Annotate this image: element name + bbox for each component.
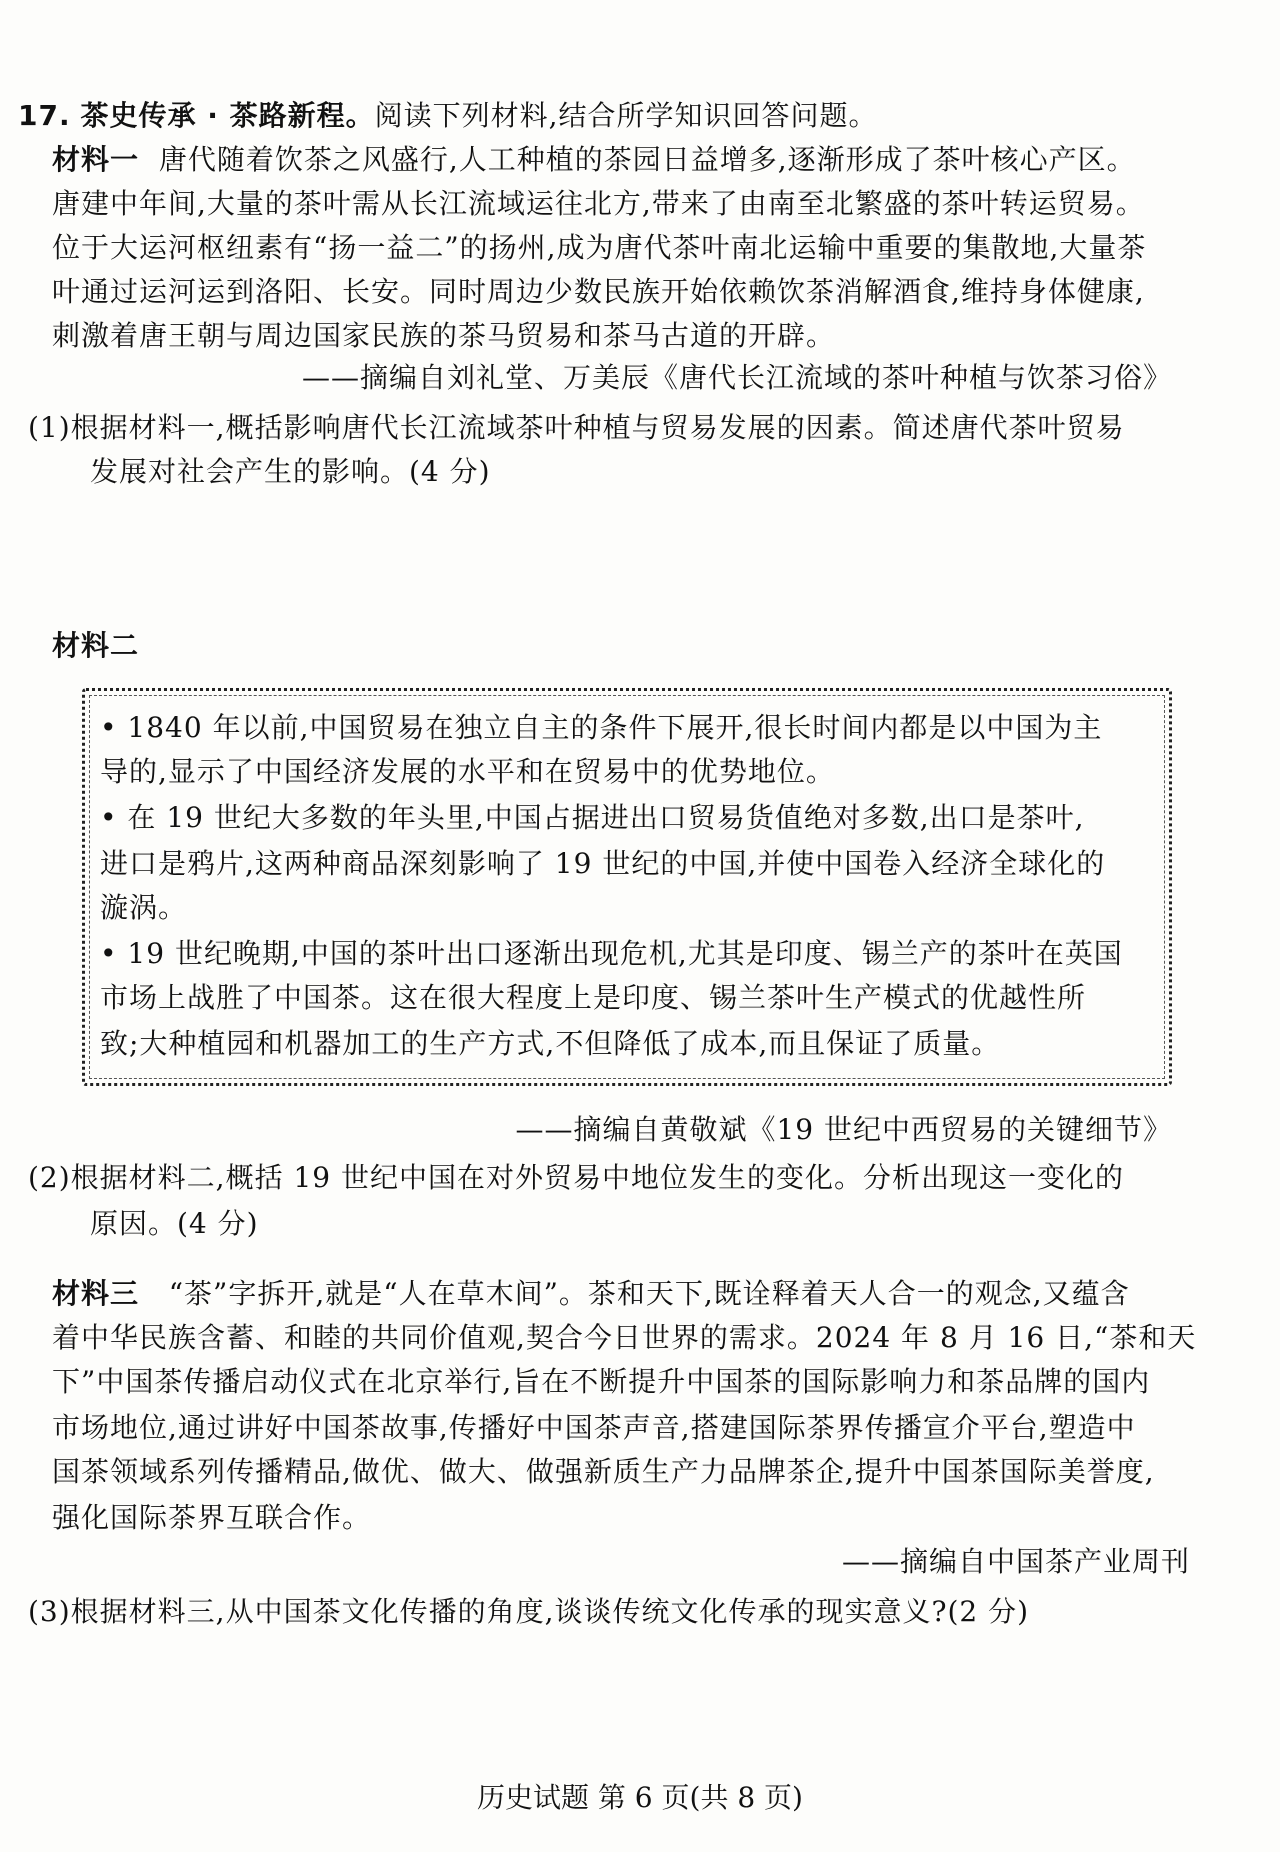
question-title: 茶史传承 · 茶路新程。 bbox=[80, 99, 375, 132]
q1-line-2: 发展对社会产生的影响。(4 分) bbox=[90, 455, 491, 488]
material3-line-4: 市场地位,通过讲好中国茶故事,传播好中国茶声音,搭建国际茶界传播宣介平台,塑造中 bbox=[52, 1411, 1136, 1444]
material2-line-2: 导的,显示了中国经济发展的水平和在贸易中的优势地位。 bbox=[100, 755, 835, 788]
material2-line-1: • 1840 年以前,中国贸易在独立自主的条件下展开,很长时间内都是以中国为主 bbox=[100, 711, 1103, 744]
question-number: 17. bbox=[18, 99, 71, 132]
material3-line-5: 国茶领域系列传播精品,做优、做大、做强新质生产力品牌茶企,提升中国茶国际美誉度, bbox=[52, 1455, 1155, 1488]
question-instruction: 阅读下列材料,结合所学知识回答问题。 bbox=[374, 99, 878, 132]
material2-line-6: • 19 世纪晚期,中国的茶叶出口逐渐出现危机,尤其是印度、锡兰产的茶叶在英国 bbox=[100, 937, 1123, 970]
material1-label: 材料一 bbox=[52, 143, 140, 176]
material1-line-1 bbox=[52, 142, 1136, 178]
material2-label: 材料二 bbox=[52, 629, 140, 662]
material1-line-5: 刺激着唐王朝与周边国家民族的茶马贸易和茶马古道的开辟。 bbox=[52, 319, 836, 352]
material1-line-2: 唐建中年间,大量的茶叶需从长江流域运往北方,带来了由南至北繁盛的茶叶转运贸易。 bbox=[52, 187, 1145, 220]
material2-source: ——摘编自黄敬斌《19 世纪中西贸易的关键细节》 bbox=[515, 1113, 1172, 1146]
material1-line-3: 位于大运河枢纽素有“扬一益二”的扬州,成为唐代茶叶南北运输中重要的集散地,大量茶 bbox=[52, 231, 1147, 264]
q2-line-2: 原因。(4 分) bbox=[90, 1207, 259, 1240]
q3-line-1: (3)根据材料三,从中国茶文化传播的角度,谈谈传统文化传承的现实意义?(2 分) bbox=[28, 1595, 1030, 1628]
material2-line-5: 漩涡。 bbox=[100, 891, 188, 924]
material1-source: ——摘编自刘礼堂、万美辰《唐代长江流域的茶叶种植与饮茶习俗》 bbox=[301, 361, 1172, 394]
material2-line-8: 致;大种植园和机器加工的生产方式,不但降低了成本,而且保证了质量。 bbox=[100, 1027, 1001, 1060]
material1-text: 唐代随着饮茶之风盛行,人工种植的茶园日益增多,逐渐形成了茶叶核心产区。 bbox=[158, 143, 1136, 176]
material2-line-3: • 在 19 世纪大多数的年头里,中国占据进出口贸易货值绝对多数,出口是茶叶, bbox=[100, 801, 1085, 834]
material3-line-6: 强化国际茶界互联合作。 bbox=[52, 1501, 372, 1534]
page-footer: 历史试题 第 6 页(共 8 页) bbox=[477, 1781, 803, 1814]
material3-line-1 bbox=[52, 1276, 1130, 1312]
question-header bbox=[18, 98, 878, 134]
material3-text: “茶”字拆开,就是“人在草木间”。茶和天下,既诠释着天人合一的观念,又蕴含 bbox=[168, 1277, 1130, 1310]
q2-line-1: (2)根据材料二,概括 19 世纪中国在对外贸易中地位发生的变化。分析出现这一变化的 bbox=[28, 1161, 1124, 1194]
material3-line-3: 下”中国茶传播启动仪式在北京举行,旨在不断提升中国茶的国际影响力和茶品牌的国内 bbox=[52, 1365, 1151, 1398]
material3-label: 材料三 bbox=[52, 1277, 140, 1310]
material2-line-7: 市场上战胜了中国茶。这在很大程度上是印度、锡兰茶叶生产模式的优越性所 bbox=[100, 981, 1087, 1014]
material3-source: ——摘编自中国茶产业周刊 bbox=[841, 1545, 1190, 1578]
material1-line-4: 叶通过运河运到洛阳、长安。同时周边少数民族开始依赖饮茶消解酒食,维持身体健康, bbox=[52, 275, 1145, 308]
material2-line-4: 进口是鸦片,这两种商品深刻影响了 19 世纪的中国,并使中国卷入经济全球化的 bbox=[100, 847, 1106, 880]
q1-line-1: (1)根据材料一,概括影响唐代长江流域茶叶种植与贸易发展的因素。简述唐代茶叶贸易 bbox=[28, 411, 1125, 444]
material3-line-2: 着中华民族含蓄、和睦的共同价值观,契合今日世界的需求。2024 年 8 月 16 日,“茶和天 bbox=[52, 1321, 1197, 1354]
